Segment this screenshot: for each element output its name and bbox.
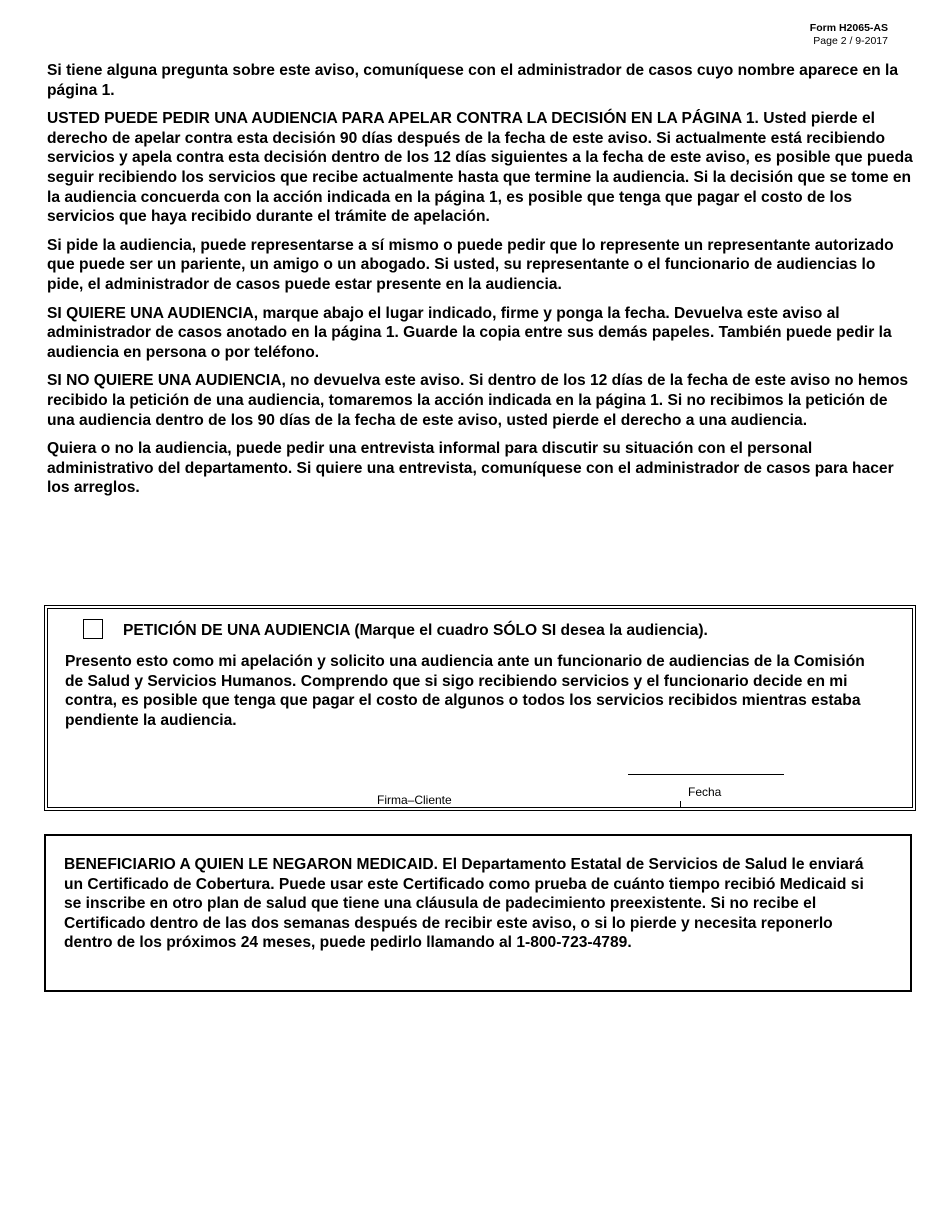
paragraph-questions: Si tiene alguna pregunta sobre este aviso, comuníquese con el administrador de casos cuyo nombre aparece en la página 1. — [47, 62, 898, 99]
hearing-request-statement: Presento esto como mi apelación y solicito una audiencia ante un funcionario de audiencias de la Comisión de Salud y Servicios Humanos. Comprendo que si sigo recibiendo servicios y el funcionario decide en mi contra, es posible que tenga que pagar el costo de algunos o todos los servicios recibidos mientras estaba pendiente la audiencia. — [65, 653, 865, 729]
paragraph-no-hearing: SI NO QUIERE UNA AUDIENCIA, no devuelva este aviso. Si dentro de los 12 días de la fecha de este aviso no hemos recibido la petición de una audiencia, tomaremos la acción indicada en la página 1. Si no recibimos la petición de una audiencia dentro de los 90 días de la fecha de este aviso, usted pierde el derecho a una audiencia. — [47, 372, 909, 429]
page-info: Page 2 / 9-2017 — [813, 35, 888, 47]
form-identifier — [810, 22, 888, 48]
paragraph-representation: Si pide la audiencia, puede representarse a sí mismo o puede pedir que lo represente un representante autorizado que puede ser un pariente, un amigo o un abogado. Si usted, su representante o el funcionario de audiencias lo pide, el administrador de casos puede estar presente en la audiencia. — [47, 236, 894, 293]
date-label: Fecha — [688, 785, 722, 799]
medicaid-notice-text: BENEFICIARIO A QUIEN LE NEGARON MEDICAID. El Departamento Estatal de Servicios de Salud le enviará un Certificado de Cobertura. Puede usar este Certificado como prueba de cuánto tiempo recibió Medicaid si se inscribe en otro plan de salud que tiene una cláusula de padecimiento preexistente. Si no recibe el Certificado dentro de las dos semanas después de recibir este aviso, o si lo pierde y necesita reponerlo dentro de los próximos 24 meses, puede pedirlo llamando al 1-800-723-4789. — [64, 856, 864, 952]
form-number: Form H2065-AS — [809, 22, 888, 34]
paragraph-informal-interview: Quiera o no la audiencia, puede pedir una entrevista informal para discutir su situación con el personal administrativo del departamento. Si quiere una entrevista, comuníquese con el administrador de casos para hacer los arreglos. — [47, 440, 894, 497]
notice-body — [47, 61, 913, 507]
field-divider — [680, 801, 681, 807]
hearing-request-checkbox[interactable] — [83, 619, 103, 639]
date-field-line[interactable] — [628, 774, 784, 775]
hearing-request-inner — [47, 608, 913, 808]
paragraph-appeal-rights: USTED PUEDE PEDIR UNA AUDIENCIA PARA APELAR CONTRA LA DECISIÓN EN LA PÁGINA 1. Usted pierde el derecho de apelar contra esta decisión 90 días después de la fecha de este aviso. Si actualmente está recibiendo servicios y apela contra esta decisión dentro de los 12 días siguientes a la fecha de este aviso, es posible que pueda seguir recibiendo los servicios que recibe actualmente hasta que termine la audiencia. Si la decisión que se tome en la audiencia concuerda con la acción indicada en la página 1, es posible que tenga que pagar el costo de los servicios que haya recibido durante el trámite de apelación. — [47, 110, 913, 226]
signature-label: Firma–Cliente — [377, 793, 452, 807]
paragraph-want-hearing: SI QUIERE UNA AUDIENCIA, marque abajo el lugar indicado, firme y ponga la fecha. Devuelva este aviso al administrador de casos anotado en la página 1. Guarde la copia entre sus demás papeles. También puede pedir la audiencia en persona o por teléfono. — [47, 304, 892, 361]
hearing-request-section — [44, 605, 916, 811]
medicaid-notice-box — [44, 834, 912, 992]
hearing-request-title: PETICIÓN DE UNA AUDIENCIA (Marque el cuadro SÓLO SI desea la audiencia). — [123, 622, 708, 639]
